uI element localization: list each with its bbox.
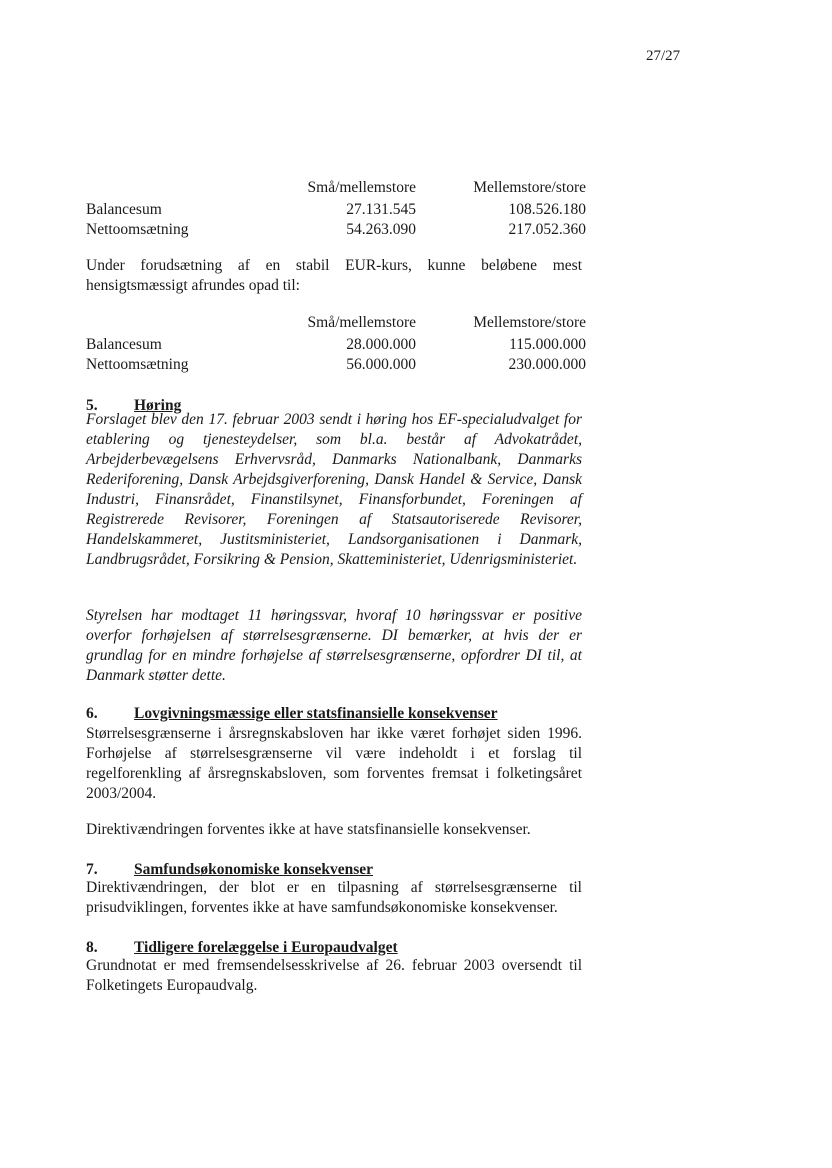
table-cell: 54.263.090 bbox=[346, 221, 416, 238]
section-title: Tidligere forelæggelse i Europaudvalget bbox=[134, 939, 398, 956]
table-header-cell: Mellemstore/store bbox=[473, 314, 586, 331]
table-cell: Balancesum bbox=[86, 201, 162, 218]
table-cell: 217.052.360 bbox=[508, 221, 586, 238]
section-heading-8 bbox=[86, 938, 398, 958]
table-cell: Nettoomsætning bbox=[86, 356, 189, 373]
page-number: 27/27 bbox=[646, 48, 681, 64]
hearing-paragraph: Forslaget blev den 17. februar 2003 sendt i høring hos EF-specialudvalget for etablering og tjenesteydelser, som bl.a. består af Advokatrådet, Arbejderbevægelsens Erhvervsråd, Danmarks Nationalbank, Danmarks Rederiforening, Dansk Arbejdsgiverforening, Dansk Handel & Service, Dansk Industri, Finansrådet, Finanstilsynet, Finansforbundet, Foreningen af Registrerede Revisorer, Foreningen af Statsautoriserede Revisorer, Handelskammeret, Justitsministeriet, Landsorganisationen i Danmark, Landbrugsrådet, Forsikring & Pension, Skatteministeriet, Udenrigsministeriet. bbox=[86, 411, 582, 568]
threshold-table-exact bbox=[86, 178, 586, 240]
table-cell: 115.000.000 bbox=[509, 336, 586, 353]
table-cell: 56.000.000 bbox=[346, 356, 416, 373]
section-heading-6 bbox=[86, 704, 498, 724]
table-cell: 108.526.180 bbox=[508, 201, 586, 218]
committee-paragraph: Grundnotat er med fremsendelsesskrivelse af 26. februar 2003 oversendt til Folketingets Europaudvalg. bbox=[86, 957, 582, 994]
economic-paragraph: Direktivændringen, der blot er en tilpasning af størrelsesgrænserne til prisudviklingen, forventes ikke at have samfundsøkonomiske konsekvenser. bbox=[86, 879, 582, 916]
table-header-cell: Små/mellemstore bbox=[307, 179, 416, 196]
section-heading-7 bbox=[86, 860, 373, 880]
table-header-row bbox=[86, 178, 586, 200]
table-row bbox=[86, 200, 586, 220]
table-header-row bbox=[86, 313, 586, 335]
legislative-paragraph: Størrelsesgrænserne i årsregnskabsloven har ikke været forhøjet siden 1996. Forhøjelse af størrelsesgrænserne vil være indeholdt i et forslag til regelforenkling af årsregnskabsloven, som forventes fremsat i folketingsåret 2003/2004. bbox=[86, 725, 582, 802]
section-title: Lovgivningsmæssige eller statsfinansielle konsekvenser bbox=[134, 705, 498, 722]
section-title: Samfundsøkonomiske konsekvenser bbox=[134, 861, 374, 878]
section-number: 5. bbox=[86, 397, 98, 414]
table-header-cell: Små/mellemstore bbox=[307, 314, 416, 331]
section-number: 8. bbox=[86, 939, 98, 956]
table-cell: Balancesum bbox=[86, 336, 162, 353]
hearing-responses-paragraph: Styrelsen har modtaget 11 høringssvar, hvoraf 10 høringssvar er positive overfor forhøjelsen af størrelsesgrænserne. DI bemærker, at hvis der er grundlag for en mindre forhøjelse af størrelsesgrænserne, opfordrer DI til, at Danmark støtter dette. bbox=[86, 607, 582, 684]
table-cell: Nettoomsætning bbox=[86, 221, 189, 238]
section-number: 6. bbox=[86, 705, 98, 722]
section-number: 7. bbox=[86, 861, 98, 878]
threshold-table-rounded bbox=[86, 313, 586, 375]
table-row bbox=[86, 220, 586, 240]
table-row bbox=[86, 335, 586, 355]
table-header-cell: Mellemstore/store bbox=[473, 179, 586, 196]
table-cell: 28.000.000 bbox=[346, 336, 416, 353]
section-title: Høring bbox=[134, 397, 182, 414]
table-row bbox=[86, 355, 586, 375]
fiscal-paragraph: Direktivændringen forventes ikke at have statsfinansielle konsekvenser. bbox=[86, 821, 531, 838]
intro-paragraph: Under forudsætning af en stabil EUR-kurs, kunne beløbene mest hensigtsmæssigt afrundes opad til: bbox=[86, 257, 582, 294]
table-cell: 27.131.545 bbox=[346, 201, 416, 218]
table-cell: 230.000.000 bbox=[508, 356, 586, 373]
